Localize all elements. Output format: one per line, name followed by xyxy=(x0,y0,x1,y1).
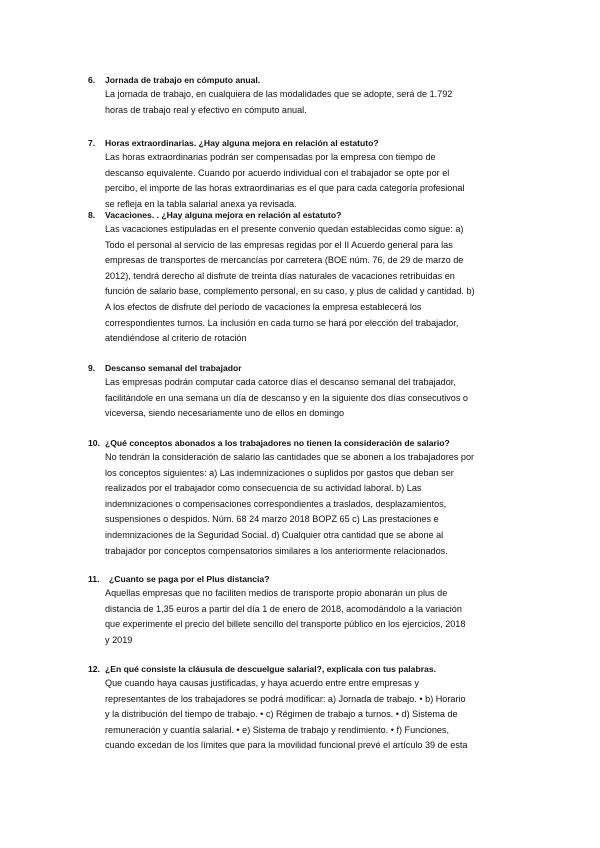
section-body xyxy=(105,450,528,559)
section-heading xyxy=(88,73,528,87)
section-heading xyxy=(88,436,528,450)
section-number: 6. xyxy=(88,75,96,85)
section-body xyxy=(105,150,528,212)
body-line: La jornada de trabajo, en cualquiera de las modalidades que se adopte, será de 1.792 xyxy=(105,89,453,99)
body-line: Las vacaciones estipuladas en el presente convenio quedan establecidas como sigue: a) xyxy=(105,224,464,234)
body-line: A los efectos de disfrute del período de vacaciones la empresa establecerá los xyxy=(105,301,422,312)
body-line: percibo, el importe de las horas extraordinarias es el que para cada categoría profesional xyxy=(105,183,465,194)
body-line: viceversa, siendo necesariamente uno de ellos en domingo xyxy=(105,408,345,419)
section-11 xyxy=(88,572,528,648)
section-body xyxy=(105,586,528,648)
section-title: ¿En qué consiste la cláusula de descuelgue salarial?, explicala con tus palabras. xyxy=(105,664,436,674)
section-6 xyxy=(88,73,528,118)
section-body xyxy=(105,87,528,118)
section-heading xyxy=(88,361,528,375)
body-line: trabajador por conceptos compensatorios similares a los anteriormente relacionados. xyxy=(105,545,448,556)
body-line: se refleja en la tabla salarial anexa ya revisada. xyxy=(105,198,297,209)
section-title: Descanso semanal del trabajador xyxy=(105,363,242,373)
section-12 xyxy=(88,662,528,754)
body-line: suspensiones o despidos. Núm. 68 24 marzo 2018 BOPZ 65 c) Las prestaciones e xyxy=(105,514,439,525)
body-line: realizados por el trabajador como consecuencia de su actividad laboral. b) Las xyxy=(105,483,422,494)
body-line: horas de trabajo real y efectivo en cómputo anual. xyxy=(105,104,307,115)
body-line: indemnizaciones de la Seguridad Social. d) Cualquier otra cantidad que se abone al xyxy=(105,529,444,540)
section-body xyxy=(105,676,528,754)
section-heading xyxy=(88,136,528,150)
section-heading xyxy=(88,662,528,676)
section-title: Jornada de trabajo en cómputo anual. xyxy=(105,75,261,85)
section-title: Vacaciones. . ¿Hay alguna mejora en relación al estatuto? xyxy=(105,210,342,220)
section-body xyxy=(105,222,528,347)
section-7 xyxy=(88,136,528,212)
section-9 xyxy=(88,361,528,422)
section-heading xyxy=(88,572,528,586)
section-title: ¿Qué conceptos abonados a los trabajadores no tienen la consideración de salario? xyxy=(105,438,450,448)
body-line: atendiéndose al criterio de rotación xyxy=(105,333,247,344)
body-line: Las empresas podrán computar cada catorce días el descanso semanal del trabajador, xyxy=(105,377,456,387)
body-line: No tendrán la consideración de salario las cantidades que se abonen a los trabajadores por xyxy=(105,452,475,462)
section-number: 9. xyxy=(88,363,96,373)
section-number: 8. xyxy=(88,210,96,220)
body-line: facilitándole en una semana un día de descanso y en la siguiente dos días consecutivos o xyxy=(105,392,468,403)
section-heading xyxy=(88,208,528,222)
body-line: descanso equivalente. Cuando por acuerdo individual con el trabajador se opte por el xyxy=(105,167,450,178)
section-title: ¿Cuanto se paga por el Plus distancia? xyxy=(109,574,270,584)
body-line: Las horas extraordinarias podrán ser compensadas por la empresa con tiempo de xyxy=(105,152,436,162)
body-line: los conceptos siguientes: a) Las indemnizaciones o suplidos por gastos que deban ser xyxy=(105,467,454,478)
body-line: Que cuando haya causas justificadas, y haya acuerdo entre entre empresas y xyxy=(105,678,419,688)
section-number: 7. xyxy=(88,138,96,148)
body-line: correspondientes turnos. La inclusión en cada turno se hará por elección del trabajador, xyxy=(105,317,459,328)
section-body xyxy=(105,375,528,422)
body-line: y 2019 xyxy=(105,634,133,645)
body-line: 2012), tendrá derecho al disfrute de treinta días naturales de vacaciones retribuidas en xyxy=(105,270,455,281)
section-10 xyxy=(88,436,528,559)
section-8 xyxy=(88,208,528,347)
body-line: remuneración y cuantía salarial. • e) Sistema de trabajo y rendimiento. • f) Funciones, xyxy=(105,724,450,735)
body-line: cuando excedan de los límites que para la movilidad funcional prevé el artículo 39 de esta xyxy=(105,740,468,751)
body-line: función de salario base, complemento personal, en su caso, y plus de calidad y cantidad. b) xyxy=(105,286,475,297)
body-line: Todo el personal al servicio de las empresas regidas por el II Acuerdo general para las xyxy=(105,239,453,250)
section-number: 12. xyxy=(88,664,100,674)
body-line: empresas de transportes de mercancías por carretera (BOE núm. 76, de 29 de marzo de xyxy=(105,255,464,266)
body-line: Aquellas empresas que no faciliten medios de transporte propio abonarán un plus de xyxy=(105,588,448,598)
section-number: 11. xyxy=(88,574,100,584)
body-line: distancia de 1,35 euros a partir del día 1 de enero de 2018, acomodándolo a la variación xyxy=(105,603,462,614)
body-line: representantes de los trabajadores se podrá modificar: a) Jornada de trabajo. • b) Horario xyxy=(105,693,466,704)
body-line: indemnizaciones o compensaciones correspondientes a traslados, desplazamientos, xyxy=(105,498,447,509)
body-line: y la distribución del tiempo de trabajo. • c) Régimen de trabajo a turnos. • d) Sistema de xyxy=(105,709,458,720)
section-title: Horas extraordinarias. ¿Hay alguna mejora en relación al estatuto? xyxy=(105,138,379,148)
section-number: 10. xyxy=(88,438,100,448)
body-line: que experimente el precio del billete sencillo del transporte público en los ejercicios, 2018 xyxy=(105,619,466,630)
